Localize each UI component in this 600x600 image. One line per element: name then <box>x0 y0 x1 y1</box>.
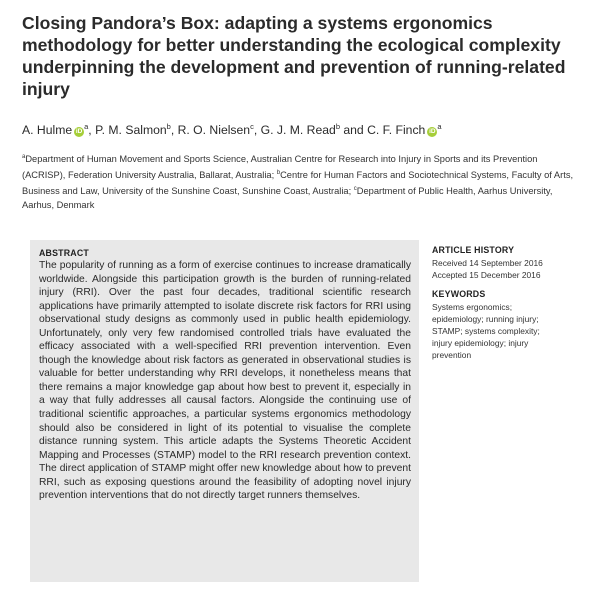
affiliations: $^a$Department of Human Movement and Sports Science, Australian Centre for Research into Injury in Sports and its Prevention (ACRISP), Federation University Australia, Ballarat, Australia; $^b$Centre for Human Factors and Sociotechnical Systems, Faculty of Arts, Business and Law, University of the Sunshine Coast, Sunshine Coast, Australia; $^c$Department of Public Health, Aarhus University, Aarhus, Denmark <box>22 154 574 211</box>
affiliation-a: Department of Human Movement and Sports Science, Australian Centre for Research into Injury in Sports and its Prevention (ACRISP), Federation University Australia, Ballarat, Australia; <box>22 154 538 181</box>
orcid-icon[interactable]: iD <box>75 128 83 136</box>
author-list <box>22 122 582 137</box>
keywords-list: Systems ergonomics; epidemiology; running injury; STAMP; systems complexity; injury epidemiology; injury prevention <box>432 302 540 360</box>
keywords-heading: KEYWORDS <box>432 289 486 299</box>
keywords-block <box>432 289 582 361</box>
author: C. F. Finch $iD^a$ <box>367 122 442 138</box>
orcid-icon[interactable]: iD <box>429 128 436 136</box>
article-sidebar <box>432 245 582 361</box>
article-title: Closing Pandora’s Box: adapting a systems ergonomics methodology for better understanding the ecological complexity underpinning the development and prevention of running-related injury <box>22 13 566 99</box>
affiliation-b: Centre for Human Factors and Sociotechnical Systems, Faculty of Arts, Business and Law, University of the Sunshine Coast, Sunshine Coast, Australia; <box>22 170 574 197</box>
abstract-box <box>30 240 419 582</box>
author: R. O. Nielsen$^c$, <box>177 122 261 138</box>
received-date: Received 14 September 2016 <box>432 258 543 268</box>
author: P. M. Salmon$^b$, <box>95 122 178 138</box>
abstract-text: The popularity of running as a form of exercise continues to increase dramatically worldwide. Alongside this participation growth is the burden of running-related injury (RRI). Over the past four decades, traditional scientific research applications have primarily attempted to isolate discrete risk factors for RRI using observational study designs as commonly used in public health epidemiology. Unfortunately, only very few randomised controlled trials have evaluated the efficacy associated with a well-specified RRI prevention intervention. Even though the knowledge about risk factors as generated in observational studies is valuable for better understanding why RRI develops, it nonetheless means that there remains a major knowledge gap about how best to prevent it, especially in a way that fully addresses all causal factors. Alongside the continuing use of traditional scientific approaches, a particular systems ergonomics methodology should also be considered in light of its potential to visualise the complete distance running system. This article adapts the Systems Theoretic Accident Mapping and Processes (STAMP) model to the RRI research prevention context. The direct application of STAMP might offer new knowledge about how to prevent RRI, such as exposing questions around the feasibility of adopting novel injury prevention interventions that do not directly target runners themselves. <box>39 260 411 502</box>
author: G. J. M. Read$^b$ and <box>260 122 368 138</box>
author: A. Hulme $iD^a$, <box>22 122 96 138</box>
accepted-date: Accepted 15 December 2016 <box>432 270 541 280</box>
affiliation-c: Department of Public Health, Aarhus University, Aarhus, Denmark <box>22 186 553 211</box>
article-history-heading: ARTICLE HISTORY <box>432 245 515 255</box>
abstract-heading: ABSTRACT <box>39 248 89 258</box>
